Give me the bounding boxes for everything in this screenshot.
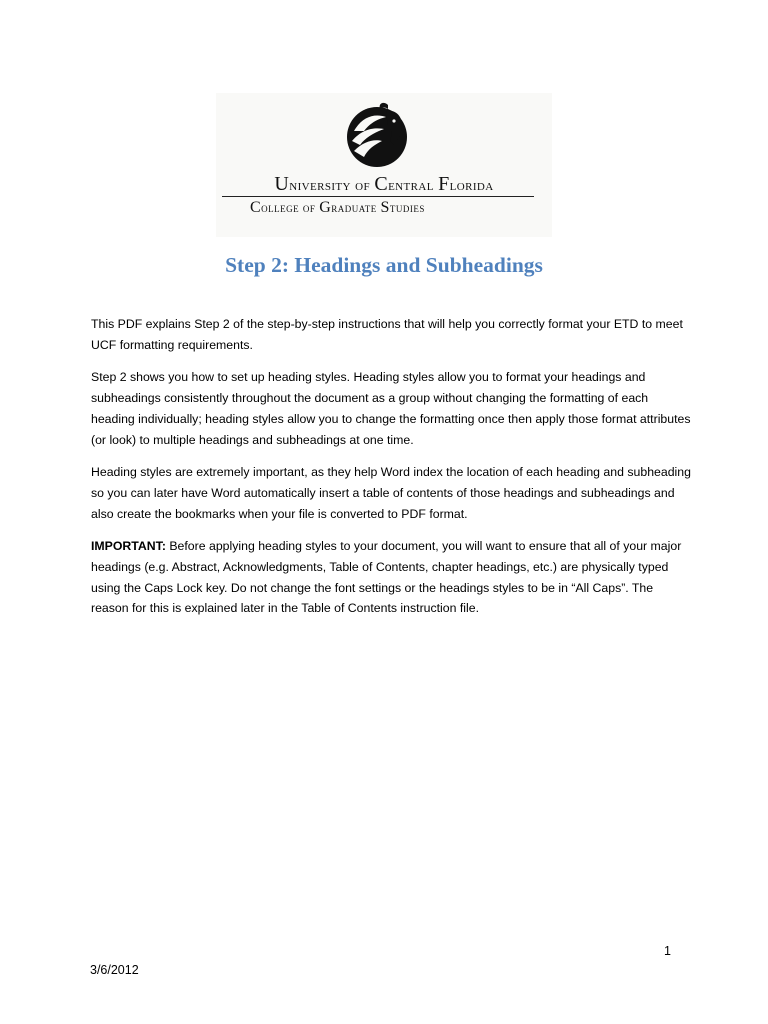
paragraph-text: Before applying heading styles to your document, you will want to ensure that all of your major headings (e.g. Abstract, Acknowledgments, Table of Contents, chapter headings, etc.) are physically typed using the Caps Lock key. Do not change the font settings or the headings styles to be in “All Caps”. The reason for this is explained later in the Table of Contents instruction file. (91, 539, 682, 616)
paragraph-important-note (91, 536, 691, 619)
document-title: Step 2: Headings and Subheadings (225, 253, 543, 277)
paragraph-importance (91, 462, 691, 524)
footer-date: 3/6/2012 (90, 963, 139, 977)
ucf-logo (216, 93, 552, 237)
important-label: IMPORTANT: (91, 539, 166, 554)
pegasus-emblem-icon (344, 97, 410, 169)
paragraph-heading-styles (91, 367, 691, 450)
paragraph-text: This PDF explains Step 2 of the step-by-step instructions that will help you correctly format your ETD to meet UCF formatting requirements. (91, 317, 683, 352)
logo-divider (222, 196, 534, 197)
document-body (91, 314, 691, 631)
page-number: 1 (664, 944, 671, 958)
university-name: University of Central Florida (274, 173, 494, 195)
college-name: College of Graduate Studies (250, 199, 425, 216)
paragraph-text: Step 2 shows you how to set up heading styles. Heading styles allow you to format your headings and subheadings consistently throughout the document as a group without changing the formatting of each heading individually; heading styles allow you to change the formatting once then apply those format attributes (or look) to multiple headings and subheadings at one time. (91, 370, 691, 447)
paragraph-text: Heading styles are extremely important, as they help Word index the location of each heading and subheading so you can later have Word automatically insert a table of contents of those headings and subheadings and also create the bookmarks when your file is converted to PDF format. (91, 465, 691, 521)
paragraph-intro (91, 314, 691, 355)
